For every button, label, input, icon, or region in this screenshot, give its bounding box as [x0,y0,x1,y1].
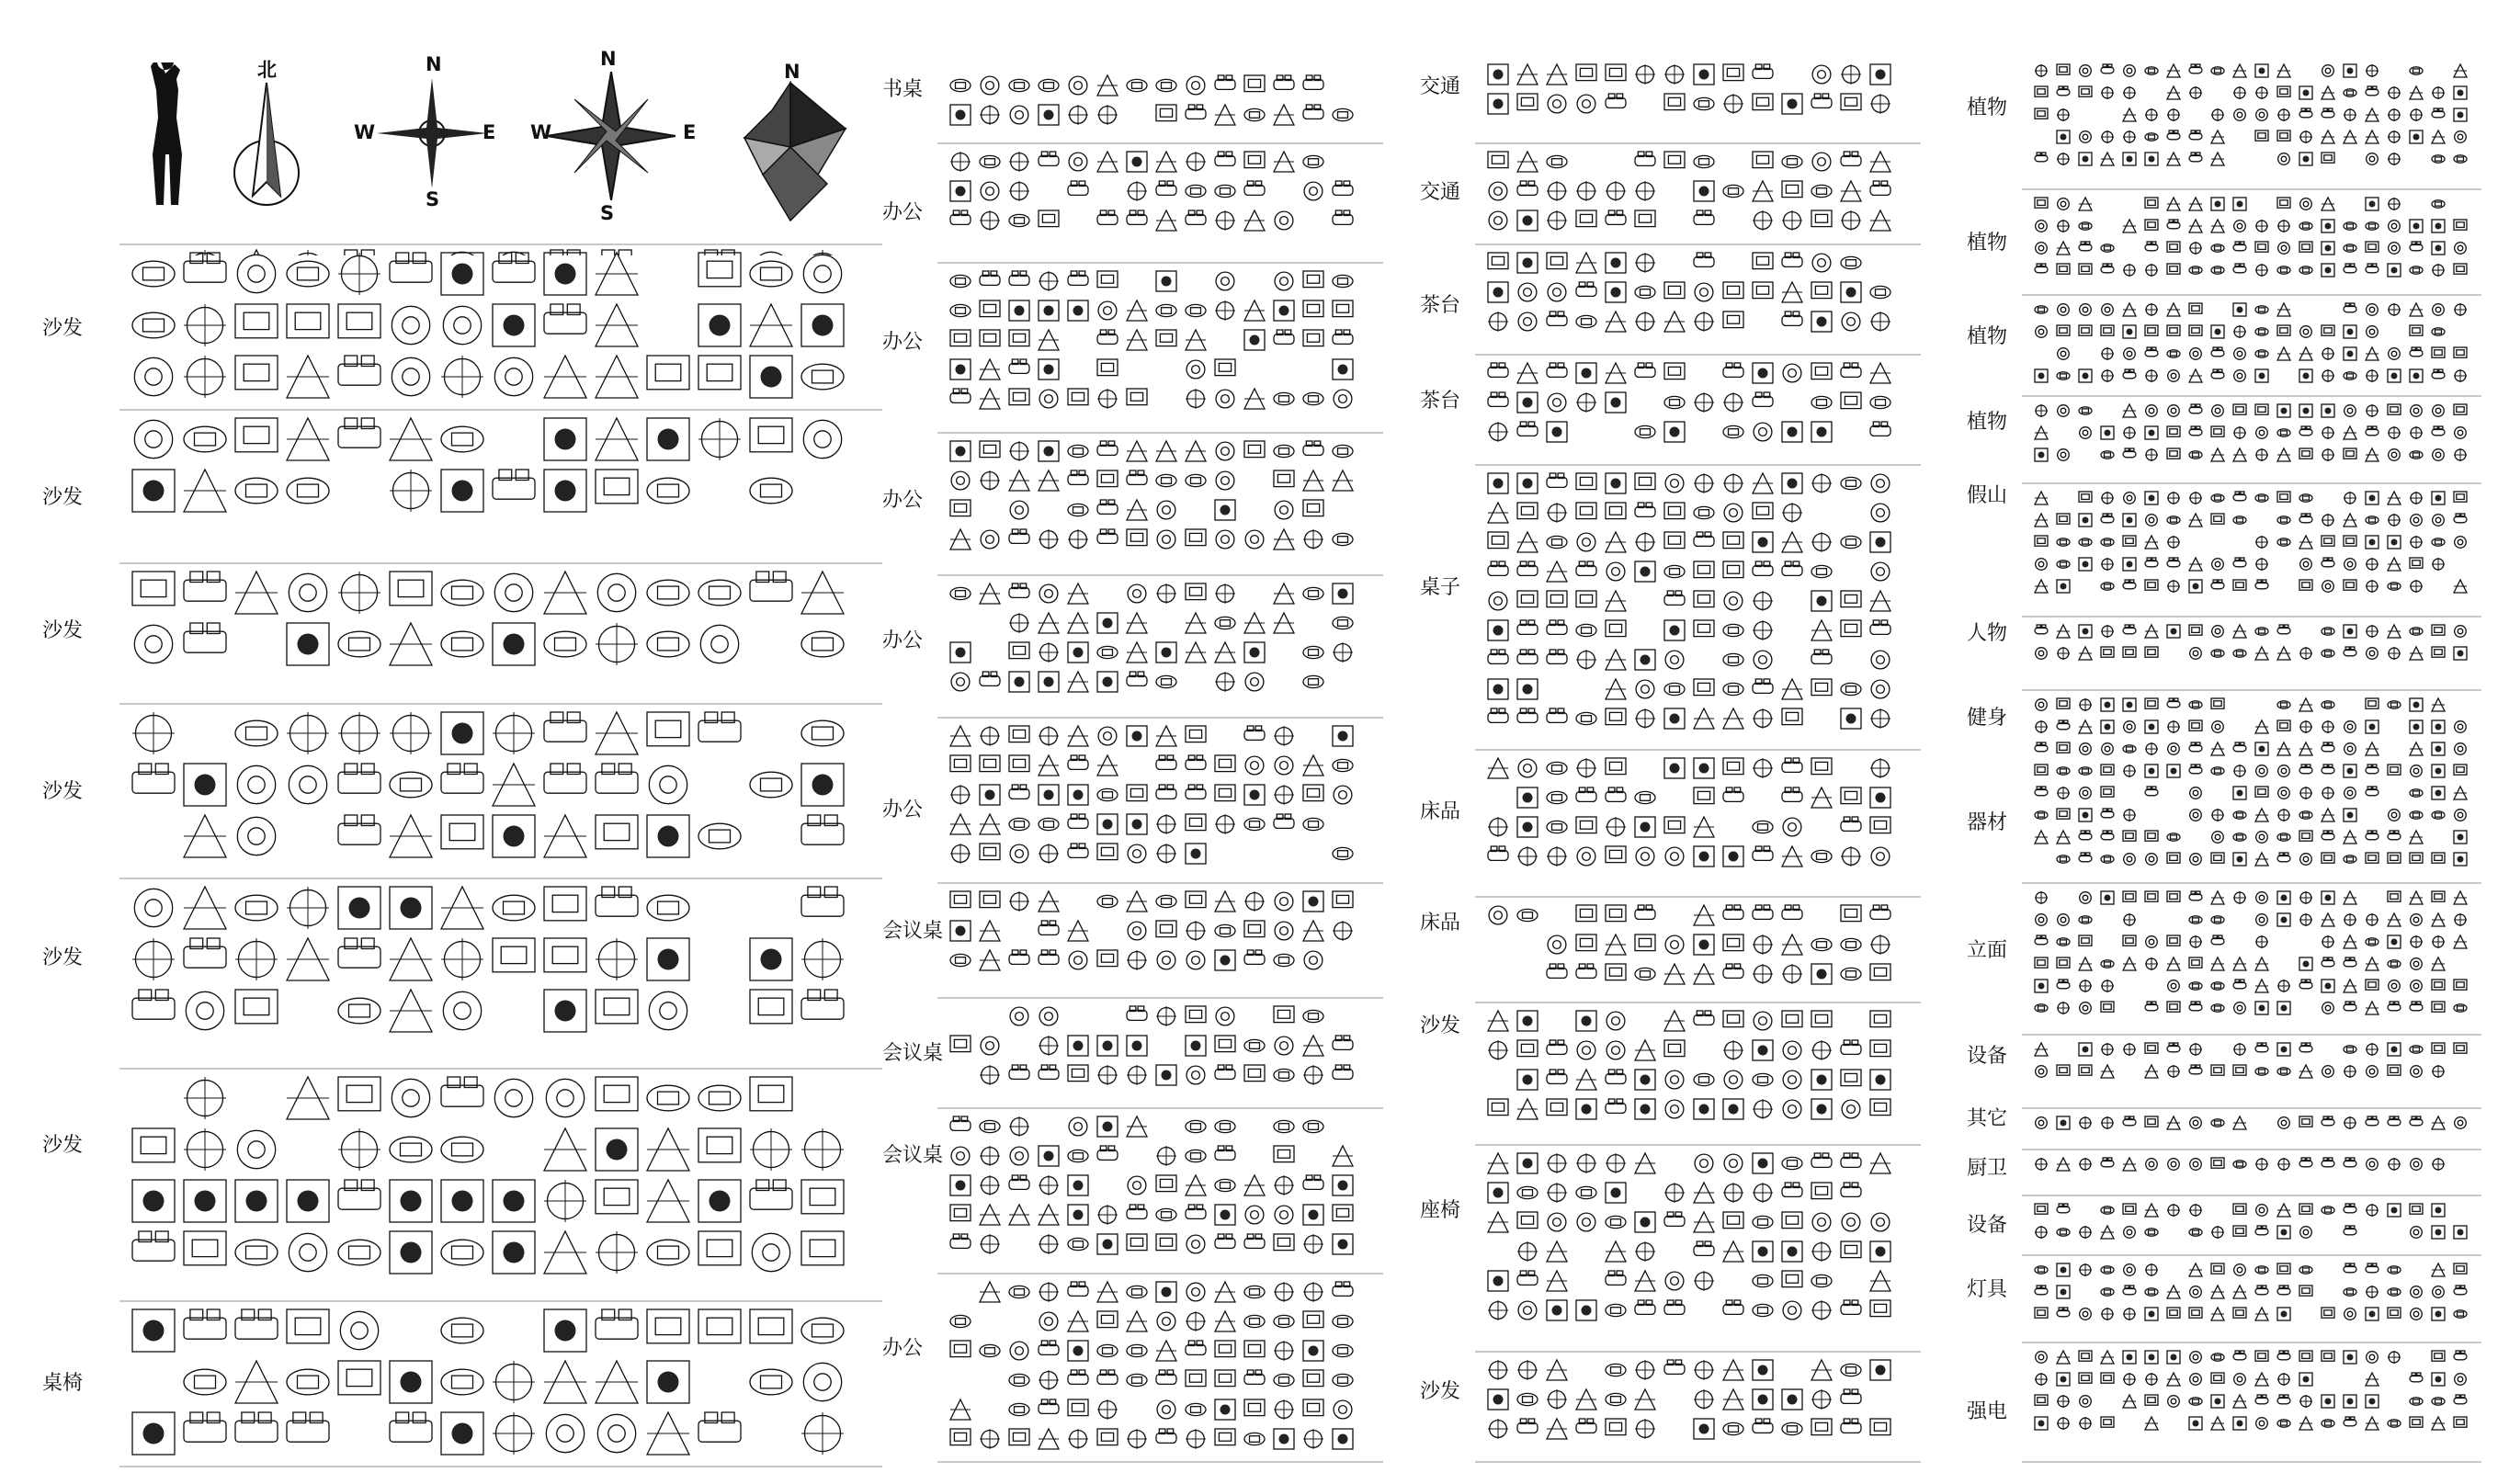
section-divider [937,262,1383,264]
category-label: 沙发 [42,317,84,340]
cad-symbol-block [947,580,1374,711]
section-divider [937,1461,1383,1463]
category-label: 桌椅 [42,1372,84,1395]
section-divider [119,1466,882,1467]
category-label: 沙发 [1420,1014,1461,1037]
category-label: 沙发 [42,619,84,642]
cad-symbol-block [947,267,1374,426]
section-divider [2022,1195,2481,1196]
section-divider [2022,294,2481,296]
cad-symbol-block [2031,401,2472,477]
section-divider [1475,1351,1921,1353]
section-divider [1475,142,1921,144]
category-label: 植物 [1967,232,2008,255]
category-label: 强电 [1967,1400,2008,1423]
section-divider [119,409,882,411]
category-label: 器材 [1967,811,2008,834]
cad-symbol-block [1484,359,1912,459]
category-label: 健身 [1967,707,2008,730]
cad-symbol-block [129,568,873,697]
category-label: 灯具 [1967,1278,2008,1301]
compass2-s: S [600,202,615,224]
category-label: 茶台 [1420,390,1461,413]
cad-symbol-block [947,437,1374,569]
category-label: 设备 [1967,1045,2008,1068]
section-divider [1475,244,1921,245]
compass1-s: S [426,188,440,210]
cad-symbol-block [2031,1039,2472,1102]
cad-symbol-block [2031,194,2472,289]
section-divider [2022,1034,2481,1036]
cad-symbol-block [2031,1154,2472,1189]
section-divider [119,703,882,705]
cad-symbol-block [1484,470,1912,743]
section-divider [119,244,882,245]
column-1 [37,0,882,1484]
section-divider [937,574,1383,576]
section-divider [119,1068,882,1070]
section-divider [2022,882,2481,884]
section-divider [937,717,1383,719]
category-label: 会议桌 [882,1144,944,1167]
category-label: 办公 [882,331,924,354]
category-label: 办公 [882,629,924,652]
cad-symbol-block [129,414,873,557]
cad-symbol-block [1484,249,1912,348]
category-label: 假山 [1967,484,2008,507]
category-label: 办公 [882,1337,924,1360]
cad-symbol-block [1484,61,1912,137]
category-label: 沙发 [1420,1380,1461,1403]
category-label: 桌子 [1420,576,1461,599]
category-label: 书桌 [882,78,924,101]
cad-symbol-block [129,883,873,1062]
cad-symbol-block [2031,621,2472,684]
category-label: 会议桌 [882,1042,944,1065]
cad-symbol-block [947,148,1374,256]
section-divider [1475,464,1921,466]
cad-symbol-block [2031,1347,2472,1456]
column-2 [882,0,1397,1484]
cad-symbol-block [947,1003,1374,1102]
category-label: 茶台 [1420,294,1461,317]
compass1-n: N [426,53,442,75]
category-label: 植物 [1967,96,2008,119]
section-divider [2022,1107,2481,1109]
category-label: 办公 [882,201,924,224]
section-divider [1475,1461,1921,1463]
section-divider [937,1107,1383,1109]
category-label: 植物 [1967,411,2008,434]
cad-symbol-block [1484,754,1912,890]
compass2-e: E [683,121,697,143]
section-divider [1475,896,1921,898]
category-label: 厨卫 [1967,1157,2008,1180]
section-divider [937,432,1383,434]
cad-symbol-block [129,1306,873,1460]
section-divider [2022,1461,2481,1463]
cad-symbol-block [947,1278,1374,1456]
category-label: 交通 [1420,75,1461,98]
compass3-n: N [784,61,800,83]
category-label: 办公 [882,489,924,512]
section-divider [1475,354,1921,356]
section-divider [1475,1144,1921,1146]
column-3 [1420,0,1944,1484]
category-label: 会议桌 [882,920,944,943]
compass1-w: W [354,121,376,143]
cad-symbol-block [947,722,1374,877]
cad-symbol-block [1484,1007,1912,1138]
cad-symbol-block [2031,488,2472,610]
section-divider [937,997,1383,999]
category-label: 其它 [1967,1107,2008,1130]
category-label: 沙发 [42,1134,84,1157]
cad-symbol-block [129,249,873,403]
section-divider [937,1273,1383,1274]
cad-symbol-block [2031,1260,2472,1336]
column-4 [1967,0,2491,1484]
cad-symbol-block [129,708,873,872]
section-divider [2022,1254,2481,1256]
section-divider [2022,616,2481,617]
compass1-e: E [482,121,496,143]
section-divider [2022,689,2481,691]
cad-symbol-block [2031,1113,2472,1143]
compass2-n: N [600,48,617,70]
section-divider [2022,395,2481,397]
section-divider [1475,749,1921,751]
section-divider [2022,188,2481,190]
cad-symbol-block [947,888,1374,991]
category-label: 设备 [1967,1214,2008,1237]
cad-symbol-block [2031,300,2472,390]
section-divider [1475,1002,1921,1003]
category-label: 人物 [1967,622,2008,645]
category-label: 沙发 [42,486,84,509]
cad-symbol-block [1484,148,1912,238]
category-label: 沙发 [42,780,84,803]
cad-symbol-block [1484,901,1912,996]
cad-symbol-block [2031,1200,2472,1249]
category-label: 植物 [1967,325,2008,348]
section-divider [2022,1342,2481,1343]
category-label: 床品 [1420,912,1461,935]
cad-symbol-block [2031,61,2472,183]
cad-symbol-block [2031,888,2472,1028]
section-divider [937,142,1383,144]
cad-symbol-block [947,72,1374,137]
cad-symbol-block [1484,1150,1912,1345]
cad-symbol-block [2031,695,2472,877]
category-label: 床品 [1420,800,1461,823]
cad-symbol-block [129,1073,873,1295]
category-label: 沙发 [42,946,84,969]
section-divider [119,878,882,879]
category-label: 座椅 [1420,1199,1461,1222]
cad-symbol-block [947,1113,1374,1267]
cad-symbol-block [1484,1356,1912,1456]
category-label: 办公 [882,799,924,821]
section-divider [937,882,1383,884]
category-label: 交通 [1420,181,1461,204]
section-divider [119,1300,882,1302]
compass2-w: W [530,121,552,143]
section-divider [119,562,882,564]
section-divider [2022,1149,2481,1150]
section-divider [2022,482,2481,484]
north-label: 北 [257,59,277,81]
category-label: 立面 [1967,939,2008,962]
